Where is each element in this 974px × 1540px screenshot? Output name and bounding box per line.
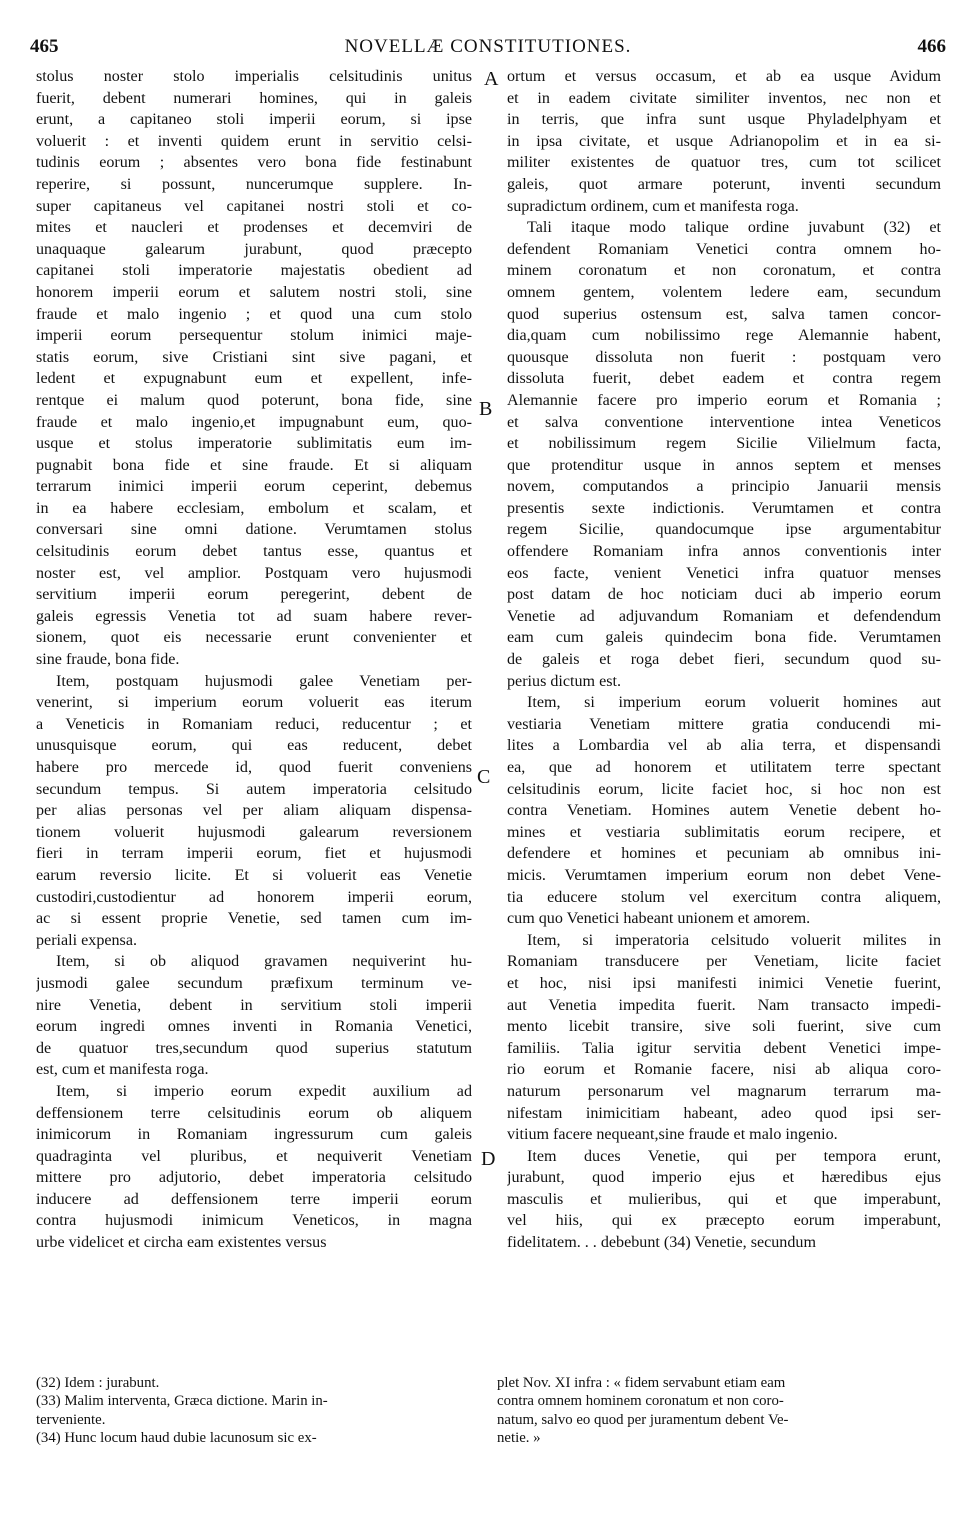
text-line: eos facte, venient Venetici infra quatuor menses <box>507 564 941 582</box>
section-marker-c: C <box>477 766 491 788</box>
text-line: vel hiis, qui ex præcepto eorum imperabunt, <box>507 1212 941 1230</box>
text-line: celsitudinis eorum debet tantus esse, quantus et <box>36 543 472 561</box>
text-line: fraude et malo ingenio ; et quod una cum stolo <box>36 305 472 323</box>
text-line: fraude et malo ingenio,et impugnabunt eum, quo- <box>36 413 472 431</box>
text-line: quousque dissoluta non fuerit : postquam vero <box>507 348 941 366</box>
text-line: fidelitatem. . . debebunt (34) Venetie, secundum <box>507 1234 816 1252</box>
text-line: erunt, a capitaneo stoli imperii eorum, si ipse <box>36 111 472 129</box>
text-line: aut Venetia impedita fuerit. Nam transacto impedi- <box>507 996 941 1014</box>
text-line: regem Sicilie, quandocumque ipse argumentabitur <box>507 521 941 539</box>
text-line: sionem, quot eis necessarie erunt convenienter et <box>36 629 472 647</box>
text-line: post datam de hoc noticiam duci ab imperio eorum <box>507 586 941 604</box>
text-line: vestiaria Venetiam mittere gratia conducendi mi- <box>507 715 941 733</box>
text-line: imperii eorum persequentur stolum inimici maje- <box>36 327 472 345</box>
text-line: familiis. Talia igitur servitia debent Venetici impe- <box>507 1039 941 1057</box>
text-line: statis eorum, sive Cristiani sint sive pagani, et <box>36 348 472 366</box>
text-line: quod superius ostensum est, salva tamen concor- <box>507 305 941 323</box>
text-line: minem coronatum et non coronatum, et contra <box>507 262 941 280</box>
footnote-line: (34) Hunc locum haud dubie lacunosum sic ex- <box>36 1430 317 1447</box>
text-line: jurabunt, quod imperio ejus et hæredibus ejus <box>507 1169 941 1187</box>
text-line: habere pro mercede id, quod fuerit conveniens <box>36 759 472 776</box>
text-line: militer existentes de quatuor tres, cum tot scilicet <box>507 154 941 172</box>
text-line: eam cum galeis quindecim bona fide. Verumtamen <box>507 629 941 647</box>
text-line: perius dictum est. <box>507 672 621 690</box>
text-line: quadraginta vel pluribus, et nequiverit Venetiam <box>36 1147 472 1165</box>
footnote-line: natum, salvo eo quod per juramentum debent Ve- <box>497 1411 789 1428</box>
text-line: et in eadem civitate similiter inventos, nec non et <box>507 89 941 107</box>
text-line: super capitaneus vel capitanei nostri stoli et co- <box>36 197 472 215</box>
text-line: fieri in terram imperii eorum, fiet et hujusmodi <box>36 845 472 863</box>
text-line: in terris, que infra sunt usque Phyladelphyam et <box>507 111 941 129</box>
page-number-right: 466 <box>917 36 946 57</box>
text-line: pugnabit bona fide et sine fraude. Et si aliquam <box>36 456 472 474</box>
text-line: galeis egressis Venetia tot ad suam habere rever- <box>36 607 472 625</box>
text-line: urbe videlicet et circha eam existentes versus <box>36 1234 327 1252</box>
text-line: micis. Verumtamen imperium eorum non debet Vene- <box>507 866 941 884</box>
text-line: capitanei stoli imperatorie majestatis obedient ad <box>36 262 472 280</box>
text-line: contra Venetiam. Homines autem Venetie debent ho- <box>507 802 941 820</box>
text-line: galeis, quot armare poterunt, inventi secundum <box>507 175 941 193</box>
text-line: de galeis et roga debet fieri, secundum quod su- <box>507 651 941 669</box>
text-line: omnem gentem, volentem ledere eam, secundum <box>507 283 941 301</box>
text-line: defendent Romaniam Venetici contra omnem ho- <box>507 240 941 258</box>
text-line: in ipsa civitate, et usque Adrianopolim et in ea si- <box>507 132 941 150</box>
text-line: Item, postquam hujusmodi galee Venetiam per- <box>56 672 472 690</box>
text-line: et hoc, nisi ipsi manifesti inimici Venetie fuerint, <box>507 974 941 992</box>
running-header <box>30 36 946 60</box>
text-line: deffensionem terre celsitudinis eorum ob aliquem <box>36 1104 472 1122</box>
text-line: Item, si imperio eorum expedit auxilium ad <box>56 1082 472 1100</box>
text-line: naturum personarum vel magnarum terrarum ma- <box>507 1082 941 1100</box>
footnote-line: (32) Idem : jurabunt. <box>36 1375 160 1391</box>
footnote-line: contra omnem hominem coronatum et non coro- <box>497 1393 784 1410</box>
text-line: ac si essent proprie Venetie, sed tamen cum im- <box>36 910 472 928</box>
text-line: ledent et expugnabunt eum et expellent, infe- <box>36 370 472 388</box>
text-line: conversari sine omni datione. Verumtamen stolus <box>36 521 472 539</box>
text-line: sine fraude, bona fide. <box>36 651 180 669</box>
text-line: venerint, si imperium eorum voluerit eas iterum <box>36 694 472 712</box>
text-line: tionem voluerit hujusmodi galearum reversionem <box>36 823 472 841</box>
text-line: fuerit, debent numerari homines, qui in galeis <box>36 89 472 107</box>
footnote-line: terveniente. <box>36 1411 106 1428</box>
text-line: jusmodi galee secundum præfixum terminum ve- <box>36 974 472 992</box>
page-number-left: 465 <box>30 36 59 57</box>
text-line: novem, computandos a principio Januarii mensis <box>507 478 941 496</box>
text-line: ortum et versus occasum, et ab ea usque Avidum <box>507 68 941 85</box>
text-line: inducere ad deffensionem terre imperii eorum <box>36 1190 472 1208</box>
text-line: nire Venetia, debent in servitium stoli imperii <box>36 996 472 1014</box>
text-line: ea, que ad honorem et utilitatem terre spectant <box>507 759 941 776</box>
text-line: cum quo Venetici habeant unionem et amorem. <box>507 910 811 928</box>
text-line: mittere pro adjutorio, debet imperatoria celsitudo <box>36 1169 472 1187</box>
text-line: masculis et mulieribus, qui et que imperabunt, <box>507 1190 941 1208</box>
text-line: periali expensa. <box>36 931 137 949</box>
text-line: nifestam inimicitiam habeant, adeo quod ipsi ser- <box>507 1104 941 1122</box>
text-line: voluerit : et inventi quidem erunt in servitio celsi- <box>36 132 472 150</box>
text-line: dia,quam cum nobilissimo rege Alemannie habent, <box>507 327 941 345</box>
footnote-line: (33) Malim interventa, Græca dictione. Marin in- <box>36 1393 328 1410</box>
text-line: presentis sexte indictionis. Verumtamen et contra <box>507 499 941 517</box>
text-line: tia educere stolum vel exercitum contra aliquem, <box>507 888 941 906</box>
text-line: defendere et homines et pecuniam ab omnibus ini- <box>507 845 941 863</box>
text-line: Romaniam transducere per Venetiam, licite faciet <box>507 953 941 971</box>
text-line: noster est, vel amplior. Postquam vero hujusmodi <box>36 564 472 582</box>
text-line: et nobilissimum regem Sicilie Vilielmum facta, <box>507 435 941 453</box>
footnote-line: plet Nov. XI infra : « fidem servabunt etiam eam <box>497 1375 786 1391</box>
text-line: unusquisque eorum, qui eas reducent, debet <box>36 737 472 755</box>
text-line: Tali itaque modo talique ordine juvabunt (32) et <box>527 219 941 237</box>
footnotes-right <box>497 1374 927 1448</box>
text-line: honorem imperii eorum et salutem nostri stoli, sine <box>36 283 472 301</box>
text-line: Alemannie facere pro imperio eorum et Romania ; <box>507 391 941 409</box>
text-line: vitium facere nequeant,sine fraude et malo ingenio. <box>507 1126 838 1144</box>
text-line: tudinis eorum ; absentes vero bona fide festinabunt <box>36 154 472 172</box>
text-line: earum reversio licite. Et si voluerit eas Venetie <box>36 866 472 884</box>
text-line: servitium imperii eorum peregerint, debent de <box>36 586 472 604</box>
text-line: eorum ingredi omnes inventi in Romania Venetici, <box>36 1018 472 1036</box>
text-line: mites et naucleri et prodenses et decemviri de <box>36 219 472 237</box>
section-marker-b: B <box>479 398 493 420</box>
text-line: que protenditur usque in annos septem et menses <box>507 456 941 474</box>
text-line: custodiri,custodientur ad honorem imperii eorum, <box>36 888 472 906</box>
text-line: usque et stolus imperatorie sublimitatis eum im- <box>36 435 472 453</box>
text-line: offendere Romaniam infra annos conventionis inter <box>507 543 941 561</box>
text-line: Item, si imperatoria celsitudo voluerit milites in <box>527 931 941 949</box>
text-line: Item, si imperium eorum voluerit homines aut <box>527 694 941 712</box>
text-line: et salva conventione interventione intea Veneticos <box>507 413 941 431</box>
text-line: a Veneticis in Romaniam reduci, reducentur ; et <box>36 715 472 733</box>
text-line: supradictum ordinem, cum et manifesta roga. <box>507 197 799 215</box>
text-line: reperire, si possunt, nuncerumque supplere. In- <box>36 175 472 193</box>
text-line: lites a Lombardia vel ab alia terra, et dispensandi <box>507 737 941 755</box>
footnote-line: netie. » <box>497 1430 541 1447</box>
text-line: contra hujusmodi inimicum Veneticos, in magna <box>36 1212 472 1230</box>
text-line: inimicorum in Romaniam ingressurum cum galeis <box>36 1126 472 1144</box>
text-line: terrarum inimici imperii eorum ceperint, debemus <box>36 478 472 496</box>
text-line: rentque ei malum quod poterunt, bona fide, sine <box>36 391 472 409</box>
text-line: est, cum et manifesta roga. <box>36 1061 209 1079</box>
right-text-column <box>507 66 941 1254</box>
text-line: de quatuor tres,secundum quod superius statutum <box>36 1039 472 1057</box>
left-text-column <box>36 66 472 1254</box>
text-line: mines et vestiaria sublimitatis eorum recipere, et <box>507 823 941 841</box>
section-marker-a: A <box>484 68 499 90</box>
text-line: in ea habere ecclesiam, embolum et scalam, et <box>36 499 472 517</box>
text-line: Venetie ad adjuvandum Romaniam et defendendum <box>507 607 941 625</box>
running-title: NOVELLÆ CONSTITUTIONES. <box>344 36 632 57</box>
text-line: celsitudinis eorum, licite faciet hoc, si hoc non est <box>507 780 941 798</box>
text-line: dissoluta fuerit, debet eadem et contra regem <box>507 370 941 388</box>
text-line: Item duces Venetie, qui per tempora erunt, <box>527 1147 941 1165</box>
text-line: unaquaque galearum jurabunt, quod præcepto <box>36 240 472 258</box>
section-marker-d: D <box>481 1148 496 1170</box>
text-line: Item, si ob aliquod gravamen nequiverint hu- <box>56 953 472 971</box>
text-line: secundum tempus. Si autem imperatoria celsitudo <box>36 780 472 798</box>
text-line: mento licebit transire, sive soli fuerint, sive cum <box>507 1018 941 1036</box>
text-line: rio eorum et Romanie facere, nisi ab aliqua coro- <box>507 1061 941 1079</box>
text-line: per alias personas vel per aliam aliquam dispensa- <box>36 802 472 820</box>
text-line: stolus noster stolo imperialis celsitudinis unitus <box>36 68 472 85</box>
footnotes-left <box>36 1374 472 1448</box>
